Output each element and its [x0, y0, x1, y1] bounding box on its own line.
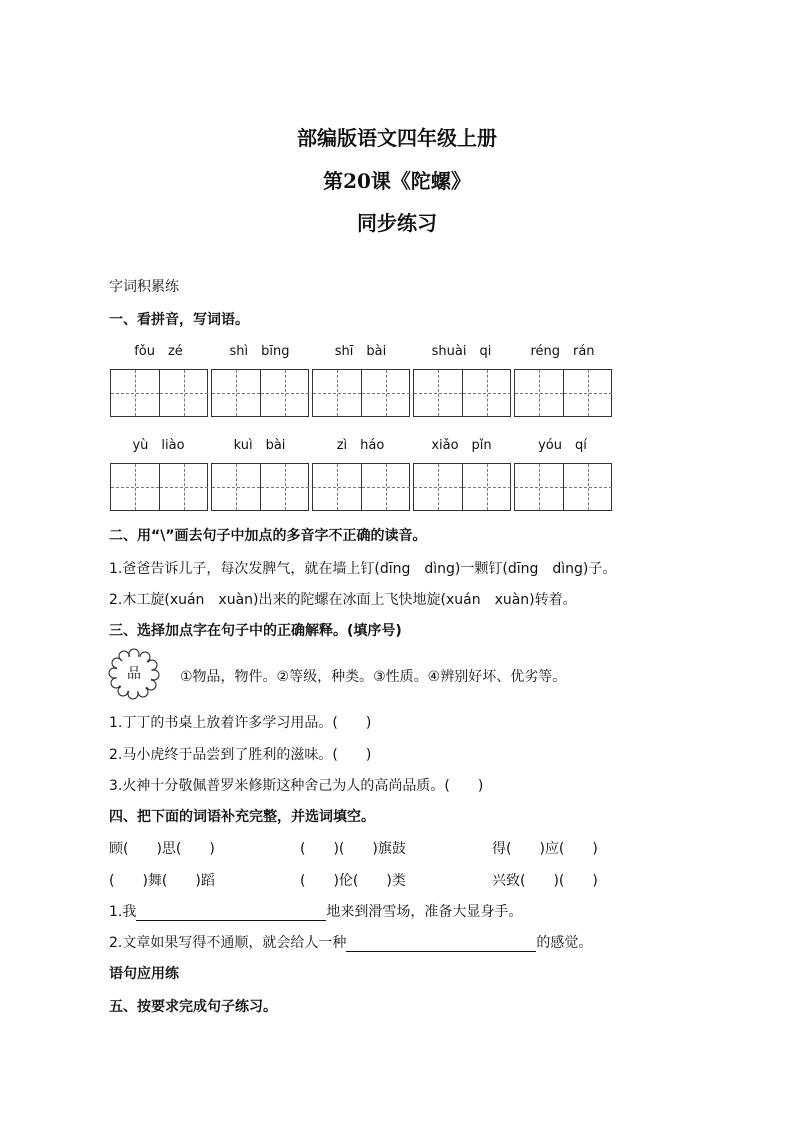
pinyin: shī bài [334, 344, 387, 359]
pinyin: kuì bài [233, 438, 286, 453]
q4-sentence-1 [109, 901, 522, 921]
writing-box[interactable] [211, 369, 309, 417]
pinyin: shì bīng [229, 344, 290, 359]
idiom-blank[interactable]: 顾( )思( ) [109, 841, 215, 857]
pinyin: yù liào [132, 438, 185, 453]
writing-box[interactable] [514, 463, 612, 511]
writing-box[interactable] [110, 369, 208, 417]
sentence-prefix: 2.文章如果写得不通顺，就会给人一种 [109, 935, 347, 951]
sentence-suffix: 的感觉。 [536, 935, 593, 951]
pinyin: xiǎo pǐn [431, 438, 492, 453]
idiom-blank[interactable]: 得( )应( ) [492, 841, 598, 857]
section-usage: 语句应用练 [109, 966, 179, 982]
writing-box[interactable] [514, 369, 612, 417]
q3-item-3: 3.火神十分敬佩普罗米修斯这种舍己为人的高尚品质。( ) [109, 778, 484, 794]
section-vocab: 字词积累练 [109, 279, 179, 295]
q4-sentence-2 [109, 932, 592, 952]
writing-box[interactable] [312, 463, 410, 511]
q2-heading: 二、用“\”画去句子中加点的多音字不正确的读音。 [109, 528, 427, 544]
q5-heading: 五、按要求完成句子练习。 [109, 999, 277, 1015]
idiom-blank[interactable]: ( )( )旗鼓 [300, 841, 406, 857]
writing-box[interactable] [312, 369, 410, 417]
pinyin: fǒu zé [134, 344, 183, 359]
exercise-title: 同步练习 [357, 211, 437, 235]
writing-box[interactable] [211, 463, 309, 511]
q3-heading: 三、选择加点字在句子中的正确解释。(填序号) [109, 623, 402, 639]
pinyin-row-2 [110, 434, 610, 454]
pinyin: yóu qí [538, 438, 587, 453]
lesson-title: 第20课《陀螺》 [323, 169, 471, 193]
flower-char: 品 [127, 666, 141, 682]
writing-box[interactable] [413, 463, 511, 511]
idiom-blank[interactable]: 兴致( )( ) [492, 873, 598, 889]
doc-title: 部编版语文四年级上册 [297, 126, 497, 150]
pinyin: réng rán [530, 344, 595, 359]
q2-item-2: 2.木工旋(xuán xuàn)出来的陀螺在冰面上飞快地旋(xuán xuàn)转着。 [109, 592, 577, 608]
answer-line[interactable] [346, 937, 536, 952]
q3-item-1: 1.丁丁的书桌上放着许多学习用品。( ) [109, 715, 372, 731]
writing-box[interactable] [413, 369, 511, 417]
sentence-suffix: 地来到滑雪场，准备大显身手。 [326, 904, 523, 920]
flower-frame-icon [108, 648, 160, 700]
q3-item-2: 2.马小虎终于品尝到了胜利的滋味。( ) [109, 747, 372, 763]
sentence-prefix: 1.我 [109, 904, 137, 920]
idiom-blank[interactable]: ( )舞( )蹈 [109, 873, 215, 889]
writing-box[interactable] [110, 463, 208, 511]
pinyin: shuài qi [431, 344, 492, 359]
q2-item-1: 1.爸爸告诉儿子，每次发脾气，就在墙上钉(dīng dìng)一颗钉(dīng dìng)子。 [109, 561, 617, 577]
pinyin-row-1 [110, 340, 610, 360]
q1-heading: 一、看拼音，写词语。 [109, 312, 249, 328]
q4-heading: 四、把下面的词语补充完整，并选词填空。 [109, 809, 375, 825]
q3-options: ①物品，物件。②等级，种类。③性质。④辨别好坏、优劣等。 [180, 669, 567, 685]
pinyin: zì háo [336, 438, 385, 453]
idiom-blank[interactable]: ( )伦( )类 [300, 873, 406, 889]
answer-line[interactable] [136, 906, 326, 921]
